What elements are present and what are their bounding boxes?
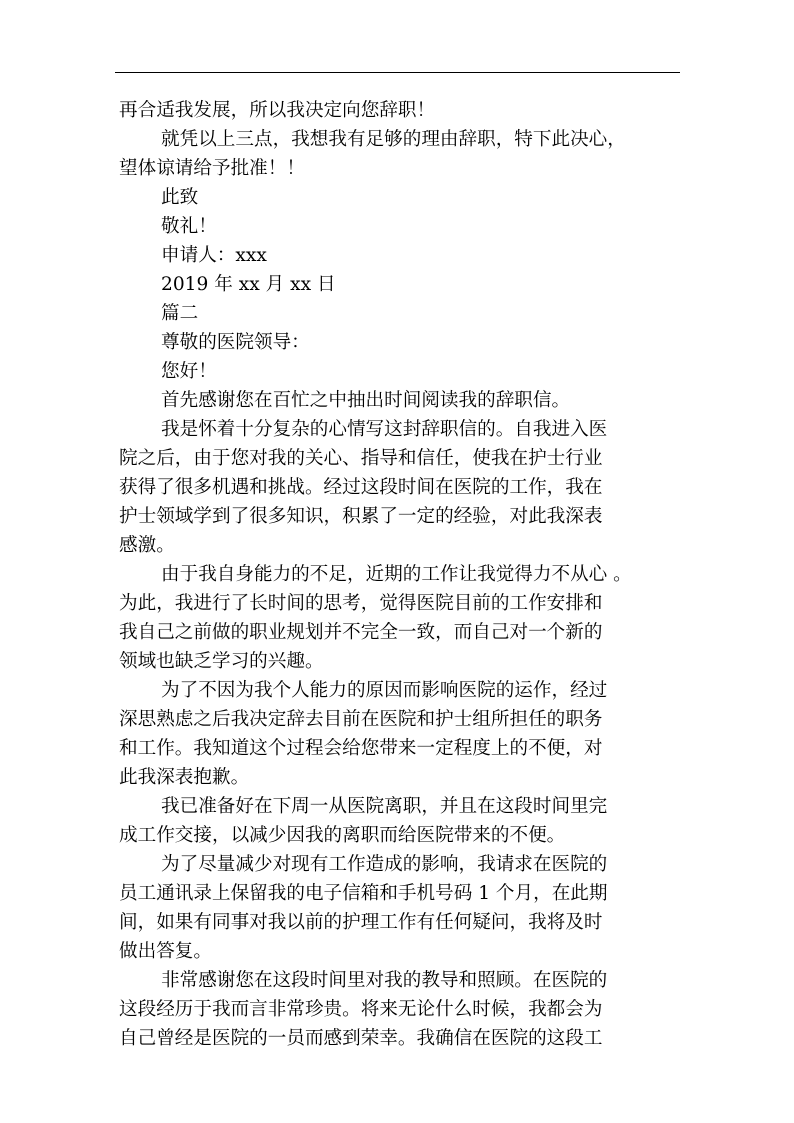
text-line: 就凭以上三点，我想我有足够的理由辞职，特下此决心，	[161, 129, 626, 150]
closing-line: 此致	[161, 187, 199, 208]
text-line: 成工作交接，以减少因我的离职而给医院带来的不便。	[119, 825, 566, 846]
text-line: 首先感谢您在百忙之中抽出时间阅读我的辞职信。	[161, 390, 571, 411]
text-line: 领域也缺乏学习的兴趣。	[119, 651, 324, 672]
salutation-line: 敬礼！	[161, 216, 217, 237]
text-line: 做出答复。	[119, 941, 212, 962]
addressee-line: 尊敬的医院领导：	[161, 332, 310, 353]
text-line: 深思熟虑之后我决定辞去目前在医院和护士组所担任的职务	[119, 709, 603, 730]
text-line: 为了不因为我个人能力的原因而影响医院的运作，经过	[161, 680, 608, 701]
text-line: 我已准备好在下周一从医院离职，并且在这段时间里完	[161, 796, 608, 817]
text-line: 和工作。我知道这个过程会给您带来一定程度上的不便，对	[119, 738, 603, 759]
document-body	[119, 96, 681, 1053]
text-line: 为此，我进行了长时间的思考，觉得医院目前的工作安排和	[119, 593, 603, 614]
text-line: 我自己之前做的职业规划并不完全一致，而自己对一个新的	[119, 622, 603, 643]
header-rule	[115, 72, 680, 73]
text-line: 为了尽量减少对现有工作造成的影响，我请求在医院的	[161, 854, 608, 875]
text-line: 非常感谢您在这段时间里对我的教导和照顾。在医院的	[161, 970, 608, 991]
date-line: 2019 年 xx 月 xx 日	[161, 274, 336, 295]
text-line: 获得了很多机遇和挑战。经过这段时间在医院的工作，我在	[119, 477, 603, 498]
text-line: 由于我自身能力的不足，近期的工作让我觉得力不从心 。	[161, 564, 632, 585]
text-line: 感激。	[119, 535, 175, 556]
text-line: 护士领域学到了很多知识，积累了一定的经验，对此我深表	[119, 506, 603, 527]
text-line: 员工通讯录上保留我的电子信箱和手机号码 1 个月，在此期	[119, 883, 608, 904]
text-line: 间，如果有同事对我以前的护理工作有任何疑问，我将及时	[119, 912, 603, 933]
text-line: 自己曾经是医院的一员而感到荣幸。我确信在医院的这段工	[119, 1028, 603, 1049]
text-line: 我是怀着十分复杂的心情写这封辞职信的。自我进入医	[161, 419, 608, 440]
greeting-line: 您好！	[161, 361, 217, 382]
text-line: 院之后，由于您对我的关心、指导和信任，使我在护士行业	[119, 448, 603, 469]
text-line: 再合适我发展，所以我决定向您辞职！	[119, 100, 436, 121]
text-line: 这段经历于我而言非常珍贵。将来无论什么时候，我都会为	[119, 999, 603, 1020]
section-heading: 篇二	[161, 303, 199, 324]
text-line: 此我深表抱歉。	[119, 767, 250, 788]
text-line: 望体谅请给予批准！！	[119, 158, 305, 179]
applicant-line: 申请人：xxx	[161, 245, 267, 266]
